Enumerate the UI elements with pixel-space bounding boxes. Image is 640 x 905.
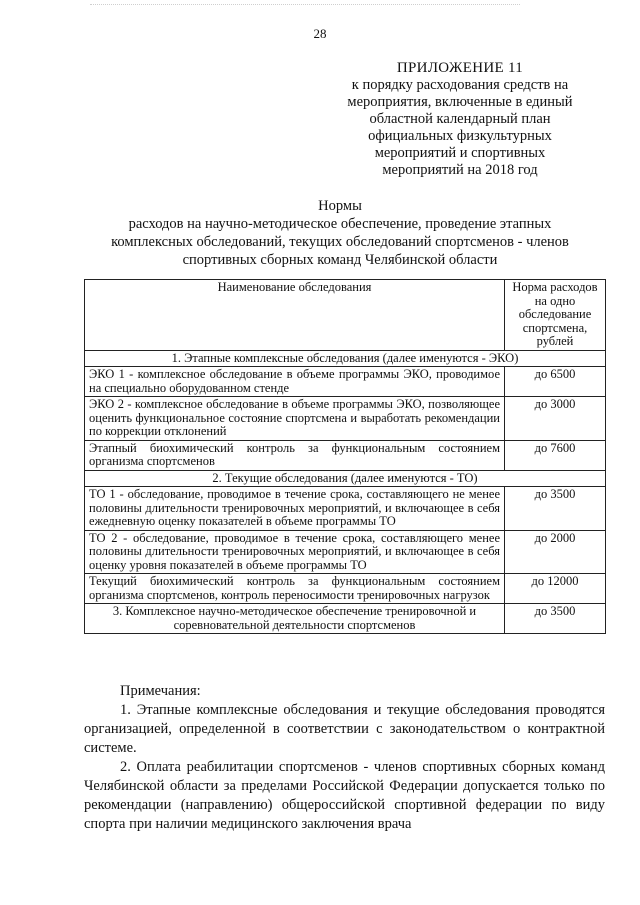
exam-name-cell: ТО 1 - обследование, проводимое в течение срока, составляющего не менее половины длительности тренировочных мероприятий, и включающее в себя ежедневную оценку показателей в объеме программы ТО — [85, 487, 505, 531]
notes-title: Примечания: — [120, 683, 201, 699]
table-row — [85, 574, 606, 604]
note-item: 1. Этапные комплексные обследования и текущие обследования проводятся организацией, определенной в соответствии с законодательством о контрактной системе. — [84, 702, 605, 756]
section-row — [85, 470, 606, 487]
norm-value-cell: до 3500 — [505, 604, 606, 634]
document-heading — [80, 197, 600, 269]
heading-line: расходов на научно-методическое обеспечение, проведение этапных — [128, 216, 552, 232]
heading-line: спортивных сборных команд Челябинской области — [182, 252, 498, 268]
norm-value-cell: до 12000 — [505, 574, 606, 604]
exam-name-cell: 3. Комплексное научно-методическое обеспечение тренировочной и соревновательной деятельности спортсменов — [85, 604, 505, 634]
table-row — [85, 397, 606, 441]
table-row — [85, 604, 606, 634]
norm-value-cell: до 3500 — [505, 487, 606, 531]
norm-value-cell: до 6500 — [505, 367, 606, 397]
exam-name-cell: ЭКО 2 - комплексное обследование в объеме программы ЭКО, позволяющее оценить функциональное состояние спортсмена и выработать рекомендации по коррекции отклонений — [85, 397, 505, 441]
appendix-line: к порядку расходования средств на — [351, 77, 569, 93]
table-row — [85, 487, 606, 531]
norm-value-cell: до 7600 — [505, 440, 606, 470]
norm-value-cell: до 2000 — [505, 530, 606, 574]
norm-value-cell: до 3000 — [505, 397, 606, 441]
appendix-line: областной календарный план — [369, 111, 551, 127]
heading-line: комплексных обследований, текущих обследований спортсменов - членов — [111, 234, 569, 250]
appendix-line: официальных физкультурных — [368, 128, 552, 144]
section-row — [85, 350, 606, 367]
appendix-title: ПРИЛОЖЕНИЕ 11 — [396, 60, 524, 76]
notes-block — [84, 682, 605, 834]
exam-name-cell: Этапный биохимический контроль за функциональным состоянием организма спортсменов — [85, 440, 505, 470]
table-header-row — [85, 280, 606, 351]
note-item: 2. Оплата реабилитации спортсменов - членов спортивных сборных команд Челябинской области за пределами Российской Федерации допускается только по рекомендации (направлению) общероссийской спортивной федерации по виду спорта при наличии медицинского заключения врача — [84, 759, 605, 832]
column-header-name: Наименование обследования — [85, 280, 505, 351]
page-number: 28 — [313, 26, 327, 41]
scan-artifact-line — [90, 4, 520, 6]
table-row — [85, 440, 606, 470]
section-title: 1. Этапные комплексные обследования (далее именуются - ЭКО) — [85, 350, 606, 367]
exam-name-cell: Текущий биохимический контроль за функциональным состоянием организма спортсменов, контроль переносимости тренировочных нагрузок — [85, 574, 505, 604]
table-row — [85, 367, 606, 397]
table-row — [85, 530, 606, 574]
norms-table — [84, 279, 606, 634]
appendix-line: мероприятий на 2018 год — [382, 162, 538, 178]
exam-name-cell: ТО 2 - обследование, проводимое в течение срока, составляющего менее половины длительности тренировочных мероприятий, и включающее в себя оценку уровня показателей в объеме программы ТО — [85, 530, 505, 574]
appendix-line: мероприятия, включенные в единый — [347, 94, 573, 110]
section-title: 2. Текущие обследования (далее именуются - ТО) — [85, 470, 606, 487]
appendix-line: мероприятий и спортивных — [374, 145, 546, 161]
column-header-norm: Норма расходов на одно обследование спортсмена, рублей — [505, 280, 606, 351]
appendix-block — [330, 60, 590, 179]
heading-title: Нормы — [318, 198, 362, 214]
exam-name-cell: ЭКО 1 - комплексное обследование в объеме программы ЭКО, проводимое на специально оборудованном стенде — [85, 367, 505, 397]
